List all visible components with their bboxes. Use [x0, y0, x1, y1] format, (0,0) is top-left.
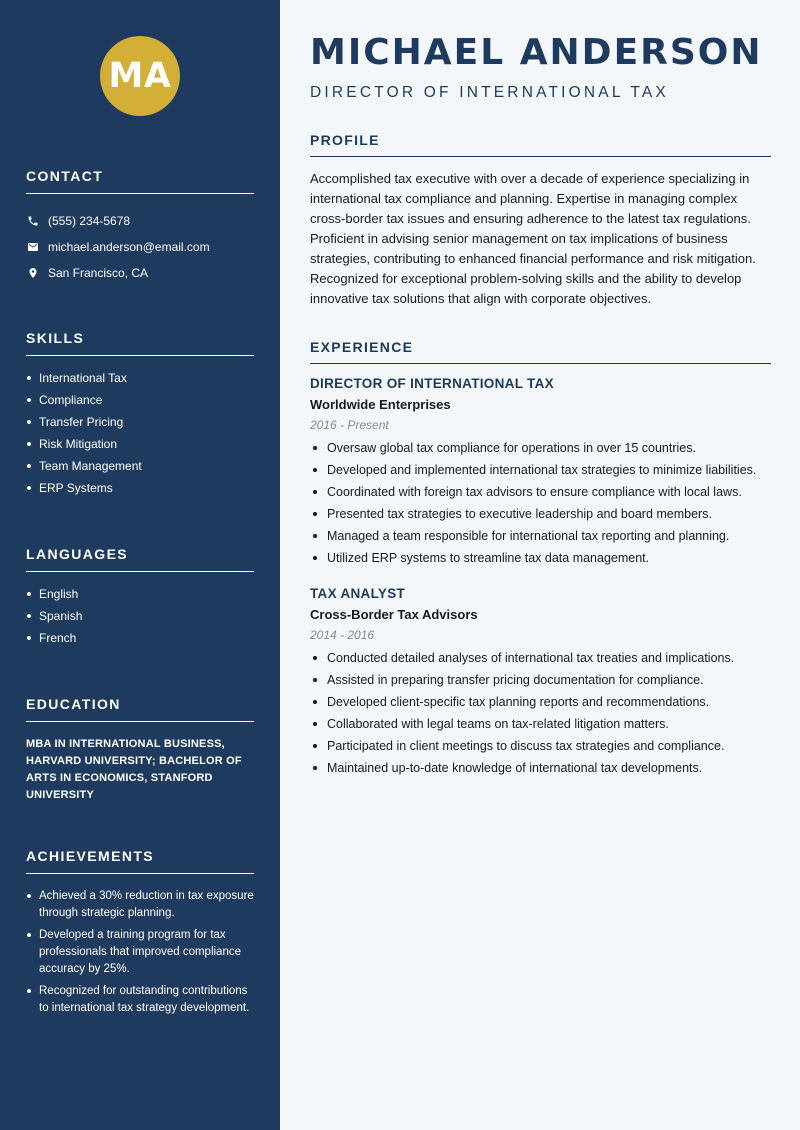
contact-title: CONTACT	[26, 168, 254, 194]
avatar: MA	[100, 36, 180, 116]
company-name: Worldwide Enterprises	[310, 397, 451, 412]
main-content	[280, 0, 800, 1130]
email-icon	[26, 240, 40, 254]
job-duties	[310, 650, 771, 782]
skill-item: Transfer Pricing	[26, 414, 254, 436]
contact-email	[26, 234, 254, 260]
skill-item: Risk Mitigation	[26, 436, 254, 458]
language-item: French	[26, 630, 254, 652]
achievement-item: Developed a training program for tax professionals that improved compliance accuracy by 25%.	[26, 927, 254, 978]
duty-item: Presented tax strategies to executive leadership and board members.	[310, 506, 771, 528]
headline: DIRECTOR OF INTERNATIONAL TAX	[310, 84, 669, 101]
full-name: MICHAEL ANDERSON	[310, 32, 763, 73]
contact-phone-text[interactable]: (555) 234-5678	[48, 214, 131, 228]
profile-title: PROFILE	[310, 132, 771, 157]
duty-item: Utilized ERP systems to streamline tax data management.	[310, 550, 771, 572]
contact-email-text[interactable]: michael.anderson@email.com	[48, 240, 210, 254]
duty-item: Oversaw global tax compliance for operations in over 15 countries.	[310, 440, 771, 462]
achievements-title: ACHIEVEMENTS	[26, 848, 254, 874]
contact-phone	[26, 208, 254, 234]
duty-item: Developed client-specific tax planning reports and recommendations.	[310, 694, 771, 716]
phone-icon	[26, 214, 40, 228]
duty-item: Participated in client meetings to discuss tax strategies and compliance.	[310, 738, 771, 760]
company-name: Cross-Border Tax Advisors	[310, 607, 478, 622]
experience-title: EXPERIENCE	[310, 339, 771, 364]
profile-section	[310, 132, 771, 309]
contact-location-text: San Francisco, CA	[48, 266, 149, 280]
skill-item: International Tax	[26, 370, 254, 392]
skills-section	[26, 330, 254, 502]
education-title: EDUCATION	[26, 696, 254, 722]
location-pin-icon	[26, 266, 40, 280]
education-section	[26, 696, 254, 804]
skills-title: SKILLS	[26, 330, 254, 356]
sidebar	[0, 0, 280, 1130]
job-dates: 2014 - 2016	[310, 628, 375, 642]
duty-item: Coordinated with foreign tax advisors to ensure compliance with local laws.	[310, 484, 771, 506]
contact-location	[26, 260, 254, 286]
education-text: MBA IN INTERNATIONAL BUSINESS, HARVARD UNIVERSITY; BACHELOR OF ARTS IN ECONOMICS, STANFORD UNIVERSITY	[26, 738, 242, 801]
languages-title: LANGUAGES	[26, 546, 254, 572]
languages-list	[26, 586, 254, 652]
achievements-section	[26, 848, 254, 1017]
profile-text: Accomplished tax executive with over a decade of experience specializing in international tax compliance and planning. Expertise in managing complex cross-border tax issues and ensuring adherence to the latest tax regulations. Proficient in advising senior management on tax implications of business strategies, contributing to enhanced financial performance and risk mitigation. Recognized for exceptional problem-solving skills and the ability to develop innovative tax solutions that align with corporate objectives.	[310, 171, 756, 306]
achievements-list	[26, 888, 254, 1017]
skill-item: Compliance	[26, 392, 254, 414]
languages-section	[26, 546, 254, 652]
experience-section	[310, 339, 771, 782]
duty-item: Managed a team responsible for international tax reporting and planning.	[310, 528, 771, 550]
language-item: English	[26, 586, 254, 608]
job-title: TAX ANALYST	[310, 586, 406, 601]
job-title: DIRECTOR OF INTERNATIONAL TAX	[310, 376, 554, 391]
language-item: Spanish	[26, 608, 254, 630]
duty-item: Conducted detailed analyses of international tax treaties and implications.	[310, 650, 771, 672]
achievement-item: Recognized for outstanding contributions to international tax strategy development.	[26, 983, 254, 1017]
job-entry	[310, 376, 771, 572]
duty-item: Collaborated with legal teams on tax-related litigation matters.	[310, 716, 771, 738]
duty-item: Assisted in preparing transfer pricing documentation for compliance.	[310, 672, 771, 694]
skill-item: ERP Systems	[26, 480, 254, 502]
achievement-item: Achieved a 30% reduction in tax exposure through strategic planning.	[26, 888, 254, 922]
job-entry	[310, 586, 771, 782]
duty-item: Developed and implemented international tax strategies to minimize liabilities.	[310, 462, 771, 484]
skill-item: Team Management	[26, 458, 254, 480]
duty-item: Maintained up-to-date knowledge of international tax developments.	[310, 760, 771, 782]
job-dates: 2016 - Present	[310, 418, 389, 432]
contact-section	[26, 168, 254, 286]
job-duties	[310, 440, 771, 572]
skills-list	[26, 370, 254, 502]
